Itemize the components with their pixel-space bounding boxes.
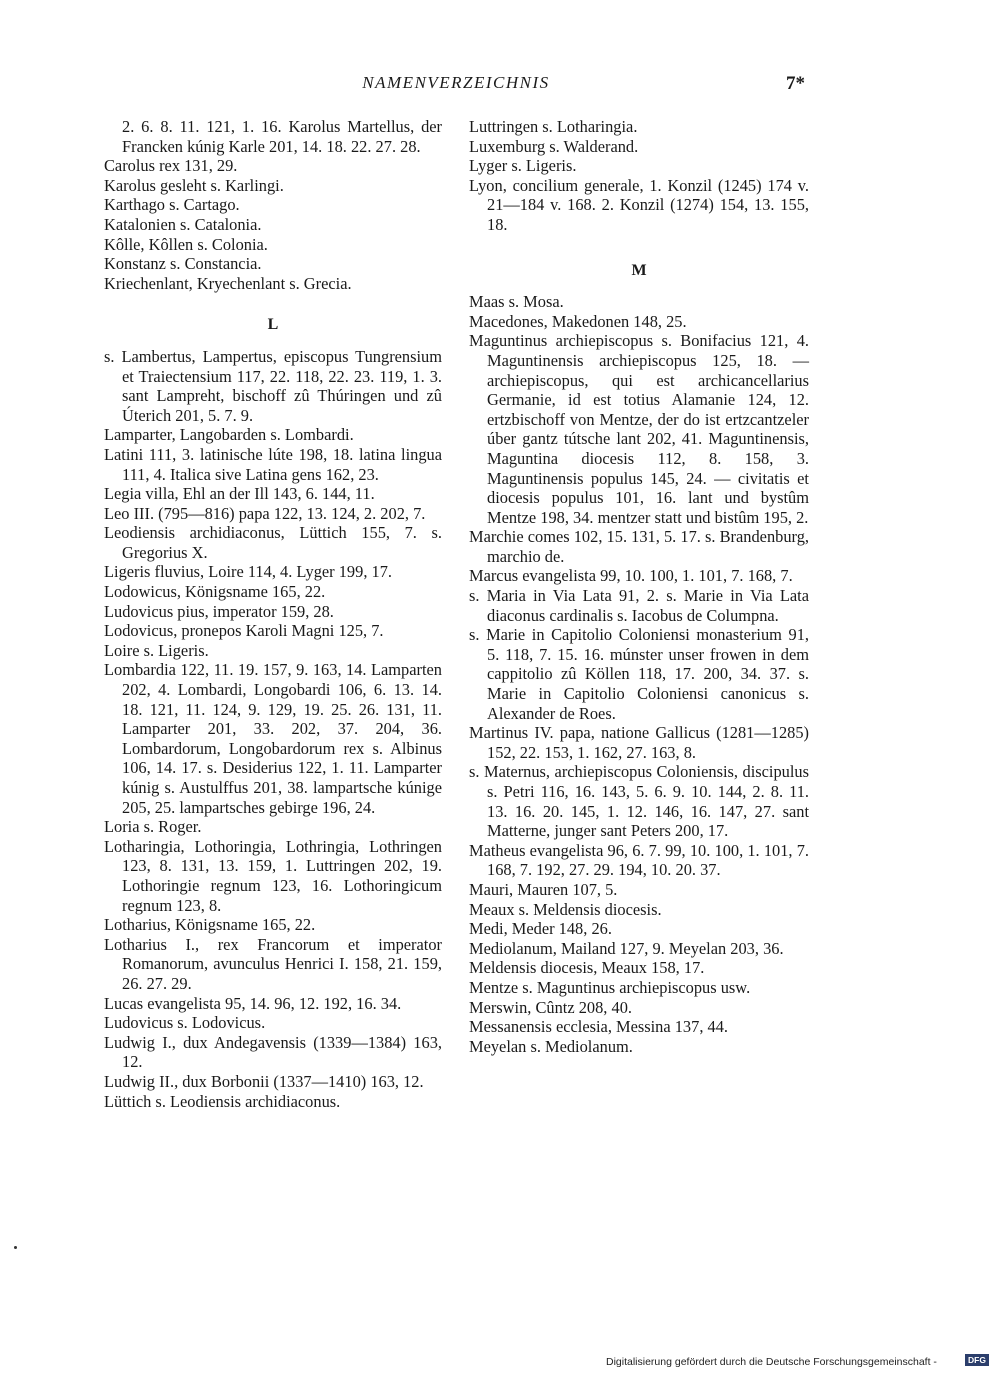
section-heading: M — [631, 261, 647, 279]
index-entry: Konstanz s. Constancia. — [104, 254, 262, 274]
left-column — [104, 117, 442, 1111]
index-entry: Legia villa, Ehl an der Ill 143, 6. 144, 11. — [104, 484, 375, 504]
index-entry: Karolus gesleht s. Karlingi. — [104, 175, 284, 195]
dfg-logo: DFG — [965, 1354, 989, 1366]
index-entry: Luttringen s. Lotharingia. — [469, 117, 638, 136]
index-entry: Lucas evangelista 95, 14. 96, 12. 192, 16. 34. — [104, 993, 402, 1013]
index-entry-continuation: 2. 6. 8. 11. 121, 1. 16. Karolus Martellus, der Francken kúnig Karle 201, 14. 18. 22. 27. 28. — [122, 117, 442, 156]
index-entry: Lyon, concilium generale, 1. Konzil (1245) 174 v. 21—184 v. 168. 2. Konzil (1274) 154, 13. 155, 18. — [469, 175, 809, 234]
index-entry: Martinus IV. papa, natione Gallicus (1281—1285) 152, 22. 153, 1. 162, 27. 163, 8. — [469, 723, 809, 762]
index-entry: Loria s. Roger. — [104, 817, 202, 837]
index-entry: Lodovicus, pronepos Karoli Magni 125, 7. — [104, 621, 384, 641]
index-entry: Mauri, Mauren 107, 5. — [469, 879, 618, 899]
index-entry: Messanensis ecclesia, Messina 137, 44. — [469, 1017, 729, 1037]
index-entry: Maguntinus archiepiscopus s. Bonifacius 121, 4. Maguntinensis archiepiscopus 125, 18. — archiepiscopus, qui est archicancellarius Germanie, id est totius Alamanie 124, 12. ertzbischoff von Mentze, der do ist ertzcantzeler úber gantz tútsche lant 202, 41. Maguntinensis, Maguntina diocesis 112, 8. 158, 3. Maguntinensis populus 145, 24. — civitatis et diocesis populus 101, 16. lant und bystûm Mentze 198, 34. mentzer statt und bistûm 195, 2. — [469, 331, 809, 527]
index-entry: s. Maria in Via Lata 91, 2. s. Marie in Via Lata diaconus cardinalis s. Iacobus de Columpna. — [469, 586, 809, 625]
section-heading: L — [267, 316, 279, 334]
index-entry: Medi, Meder 148, 26. — [469, 919, 612, 939]
index-entry: Kriechenlant, Kryechenlant s. Grecia. — [104, 273, 352, 293]
index-entry: Karthago s. Cartago. — [104, 195, 240, 215]
page-number: 7* — [786, 73, 805, 94]
index-entry: Latini 111, 3. latinische lúte 198, 18. latina lingua 111, 4. Italica sive Latina gens 162, 23. — [104, 444, 442, 484]
right-column — [469, 117, 809, 1056]
index-entry: Lodowicus, Königsname 165, 22. — [104, 582, 326, 602]
index-entry: Meldensis diocesis, Meaux 158, 17. — [469, 958, 705, 978]
index-entry: Lyger s. Ligeris. — [469, 156, 577, 176]
index-entry: Lotharingia, Lothoringia, Lothringia, Lothringen 123, 8. 131, 13. 159, 1. Luttringen 202, 19. Lothoringie regnum 123, 16. Lothoringicum regnum 123, 8. — [104, 836, 442, 915]
index-entry: Lotharius, Königsname 165, 22. — [104, 915, 316, 935]
page-header-title: NAMENVERZEICHNIS — [362, 73, 550, 92]
index-entry: Leodiensis archidiaconus, Lüttich 155, 7. s. Gregorius X. — [104, 523, 442, 562]
index-entry: Mediolanum, Mailand 127, 9. Meyelan 203, 36. — [469, 938, 784, 958]
index-entry: Merswin, Cûntz 208, 40. — [469, 997, 632, 1017]
index-entry: Macedones, Makedonen 148, 25. — [469, 311, 687, 331]
index-entry: Luxemburg s. Walderand. — [469, 136, 639, 156]
index-entry: Maas s. Mosa. — [469, 292, 564, 312]
index-entry: Meaux s. Meldensis diocesis. — [469, 899, 662, 919]
index-entry: Ludwig I., dux Andegavensis (1339—1384) 163, 12. — [104, 1032, 442, 1072]
index-entry: Mentze s. Maguntinus archiepiscopus usw. — [469, 977, 751, 997]
index-entry: Kôlle, Kôllen s. Colonia. — [104, 234, 268, 254]
index-entry: s. Lambertus, Lampertus, episcopus Tungrensium et Traiectensium 117, 22. 118, 22. 23. 119, 1. 3. sant Lampreht, bischoff zû Thúringen und zû Úterich 201, 5. 7. 9. — [104, 346, 442, 425]
index-entry: Matheus evangelista 96, 6. 7. 99, 10. 100, 1. 101, 7. 168, 7. 192, 27. 29. 194, 10. 20. 37. — [469, 840, 809, 880]
index-entry: Leo III. (795—816) papa 122, 13. 124, 2. 202, 7. — [104, 503, 426, 523]
index-entry: s. Marie in Capitolio Coloniensi monasterium 91, 5. 118, 7. 15. 16. múnster unser frowen in dem cappitolio zû Köllen 118, 17. 200, 34. 37. s. Marie in Capitolio Coloniensi canonicus s. Alexander de Roes. — [469, 625, 809, 723]
index-entry: s. Maternus, archiepiscopus Coloniensis, discipulus s. Petri 116, 16. 143, 5. 6. 9. 10. 144, 2. 8. 11. 13. 16. 20. 145, 1. 12. 146, 16. 147, 27. sant Matterne, junger sant Peters 200, 17. — [469, 762, 809, 841]
index-entry: Carolus rex 131, 29. — [104, 156, 238, 176]
index-entry: Katalonien s. Catalonia. — [104, 214, 262, 234]
index-entry: Ludovicus s. Lodovicus. — [104, 1013, 266, 1033]
index-entry: Marcus evangelista 99, 10. 100, 1. 101, 7. 168, 7. — [469, 566, 793, 586]
index-entry: Lüttich s. Leodiensis archidiaconus. — [104, 1091, 341, 1111]
index-entry: Lombardia 122, 11. 19. 157, 9. 163, 14. Lamparten 202, 4. Lombardi, Longobardi 106, 6. 13. 14. 18. 121, 11. 124, 9. 129, 19. 25. 26. 131, 11. Lamparter 201, 33. 202, 37. 204, 36. Lombardorum, Longobardorum rex s. Albinus 106, 14. 17. s. Desiderius 122, 1. 11. Lamparter kúnig s. Austulffus 201, 38. lampartsche kúnige 205, 25. lampartsches gebirge 196, 24. — [104, 660, 442, 817]
index-entry: Lamparter, Langobarden s. Lombardi. — [104, 425, 354, 445]
index-entry: Lotharius I., rex Francorum et imperator Romanorum, avunculus Henrici I. 158, 21. 159, 26. 27. 29. — [104, 934, 442, 993]
scan-speck — [14, 1246, 17, 1249]
index-entry: Marchie comes 102, 15. 131, 5. 17. s. Brandenburg, marchio de. — [469, 527, 809, 566]
index-entry: Ligeris fluvius, Loire 114, 4. Lyger 199, 17. — [104, 562, 393, 582]
index-entry: Ludovicus pius, imperator 159, 28. — [104, 601, 334, 621]
index-entry: Loire s. Ligeris. — [104, 640, 209, 660]
index-entry: Meyelan s. Mediolanum. — [469, 1036, 633, 1056]
digitization-credit: Digitalisierung gefördert durch die Deutsche Forschungsgemeinschaft - — [606, 1356, 937, 1368]
index-entry: Ludwig II., dux Borbonii (1337—1410) 163, 12. — [104, 1071, 424, 1091]
